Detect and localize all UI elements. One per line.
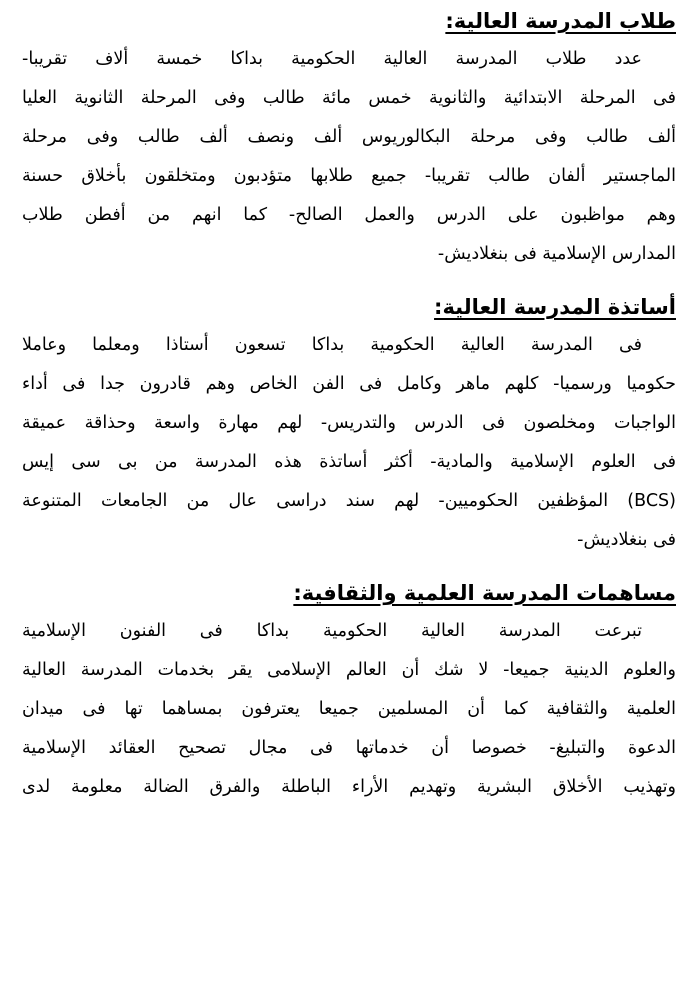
paragraph-line: فى العلوم الإسلامية والمادية- أكثر أساتذة هذه المدرسة من بى سى إيس (22, 452, 676, 472)
paragraph-line: فى المدرسة العالية الحكومية بداكا تسعون أستاذا ومعلما وعاملا (22, 335, 642, 355)
paragraph-line: الواجبات ومخلصون فى الدرس والتدريس- لهم مهارة واسعة وحذاقة عميقة (22, 413, 676, 433)
paragraph-line: المدارس الإسلامية فى بنغلاديش- (437, 244, 676, 264)
section-title: طلاب المدرسة العالية: (445, 9, 676, 33)
paragraph-line: تبرعت المدرسة العالية الحكومية بداكا فى الفنون الإسلامية (22, 621, 642, 641)
paragraph-line: فى المرحلة الابتدائية والثانوية خمس مائة طالب وفى المرحلة الثانوية العليا (22, 88, 676, 108)
paragraph-line: (BCS) المؤظفين الحكوميين- لهم سند دراسى عال من الجامعات المتنوعة (22, 491, 676, 511)
paragraph-line: العلمية والثقافية كما أن المسلمين جميعا يعترفون بمساهما تها فى ميدان (22, 699, 676, 719)
paragraph-line: حكوميا ورسميا- كلهم ماهر وكامل فى الفن الخاص وهم قادرون جدا فى أداء (22, 374, 676, 394)
section-paragraph (22, 40, 676, 274)
section-students (22, 2, 676, 274)
paragraph-line: الدعوة والتبليغ- خصوصا أن خدماتها فى مجال تصحيح العقائد الإسلامية (22, 738, 676, 758)
paragraph-line: ألف طالب وفى مرحلة البكالوريوس ألف ونصف ألف طالب وفى مرحلة (22, 127, 676, 147)
section-teachers (22, 288, 676, 560)
paragraph-line: فى بنغلاديش- (577, 530, 676, 550)
paragraph-line: الماجستير ألفان طالب تقريبا- جميع طلابها متؤدبون ومتخلقون بأخلاق حسنة (22, 166, 676, 186)
section-paragraph (22, 612, 676, 807)
paragraph-line: والعلوم الدينية جميعا- لا شك أن العالم الإسلامى يقر بخدمات المدرسة العالية (22, 660, 676, 680)
section-title: مساهمات المدرسة العلمية والثقافية: (293, 581, 676, 605)
section-paragraph (22, 326, 676, 560)
section-contributions (22, 574, 676, 807)
paragraph-line: وهم مواظبون على الدرس والعمل الصالح- كما انهم من أفطن طلاب (22, 205, 676, 225)
paragraph-line: عدد طلاب المدرسة العالية الحكومية بداكا خمسة ألاف تقريبا- (22, 49, 642, 69)
paragraph-line: وتهذيب الأخلاق البشرية وتهديم الأراء الباطلة والفرق الضالة معلومة لدى (22, 777, 676, 797)
section-title: أساتذة المدرسة العالية: (434, 295, 676, 319)
